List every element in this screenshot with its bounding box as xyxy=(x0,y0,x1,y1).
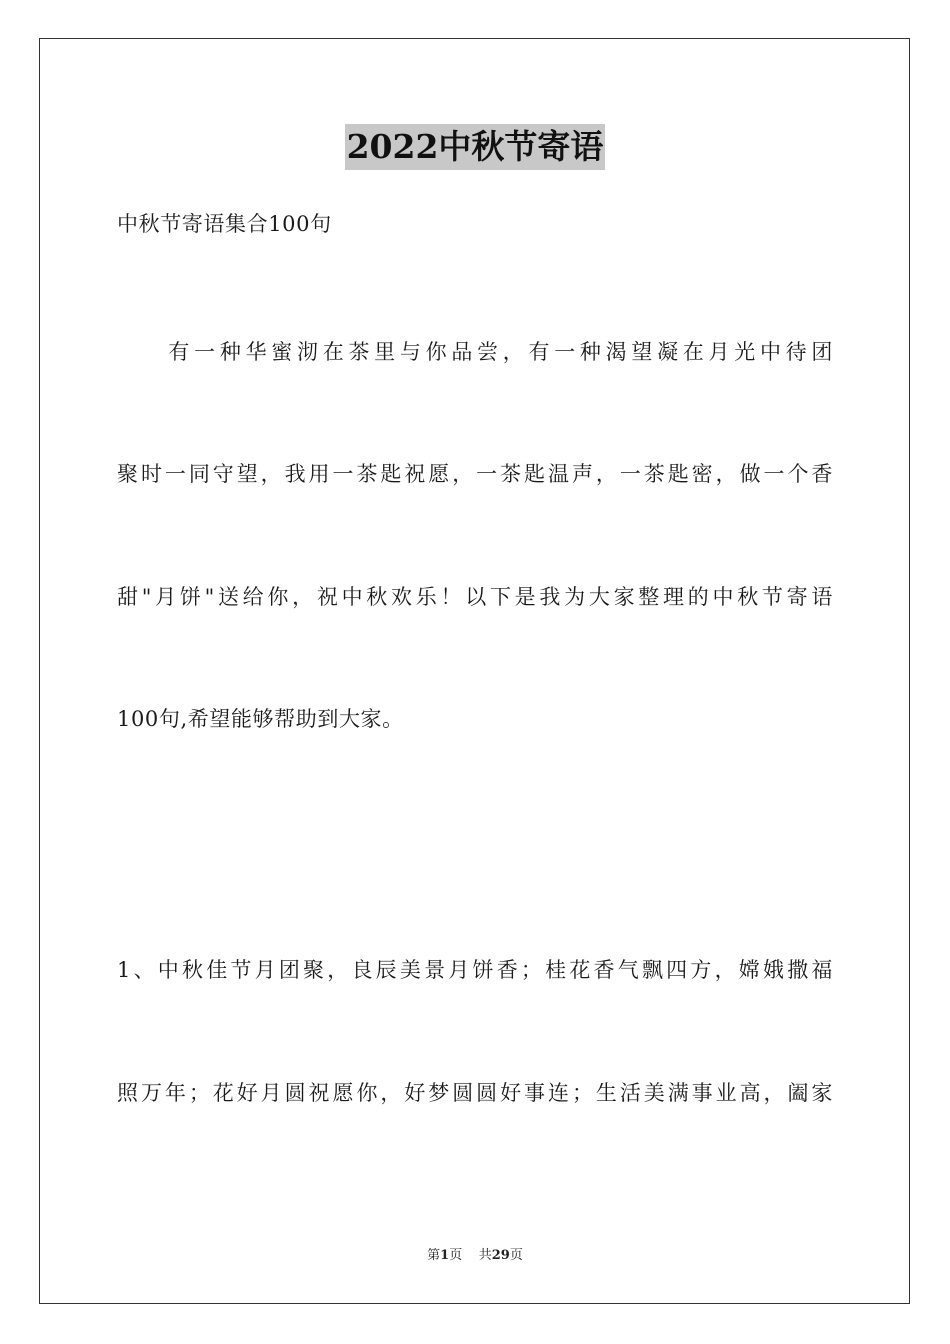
page-suffix: 页 xyxy=(449,1248,463,1263)
page-prefix: 第 xyxy=(427,1248,441,1263)
page-number: 1 xyxy=(440,1248,450,1263)
intro-line-1: 有一种华蜜沏在茶里与你品尝，有一种渴望凝在月光中待团 xyxy=(117,340,833,364)
item-line-2: 照万年；花好月圆祝愿你，好梦圆圆好事连；生活美满事业高，阖家 xyxy=(117,1081,833,1105)
document-title: 2022中秋节寄语 xyxy=(345,124,606,170)
total-pages: 29 xyxy=(491,1248,510,1263)
title-container xyxy=(0,124,950,170)
total-suffix: 页 xyxy=(509,1248,523,1263)
total-prefix: 共 xyxy=(478,1248,492,1263)
intro-line-4: 100句,希望能够帮助到大家。 xyxy=(117,707,404,731)
page-footer xyxy=(0,1247,950,1265)
item-line-1: 1、中秋佳节月团聚，良辰美景月饼香；桂花香气飘四方，嫦娥撒福 xyxy=(117,958,833,982)
intro-line-3: 甜"月饼"送给你，祝中秋欢乐！以下是我为大家整理的中秋节寄语 xyxy=(117,585,833,609)
intro-line-2: 聚时一同守望，我用一茶匙祝愿，一茶匙温声，一茶匙密，做一个香 xyxy=(117,462,833,486)
document-subtitle: 中秋节寄语集合100句 xyxy=(117,212,332,236)
